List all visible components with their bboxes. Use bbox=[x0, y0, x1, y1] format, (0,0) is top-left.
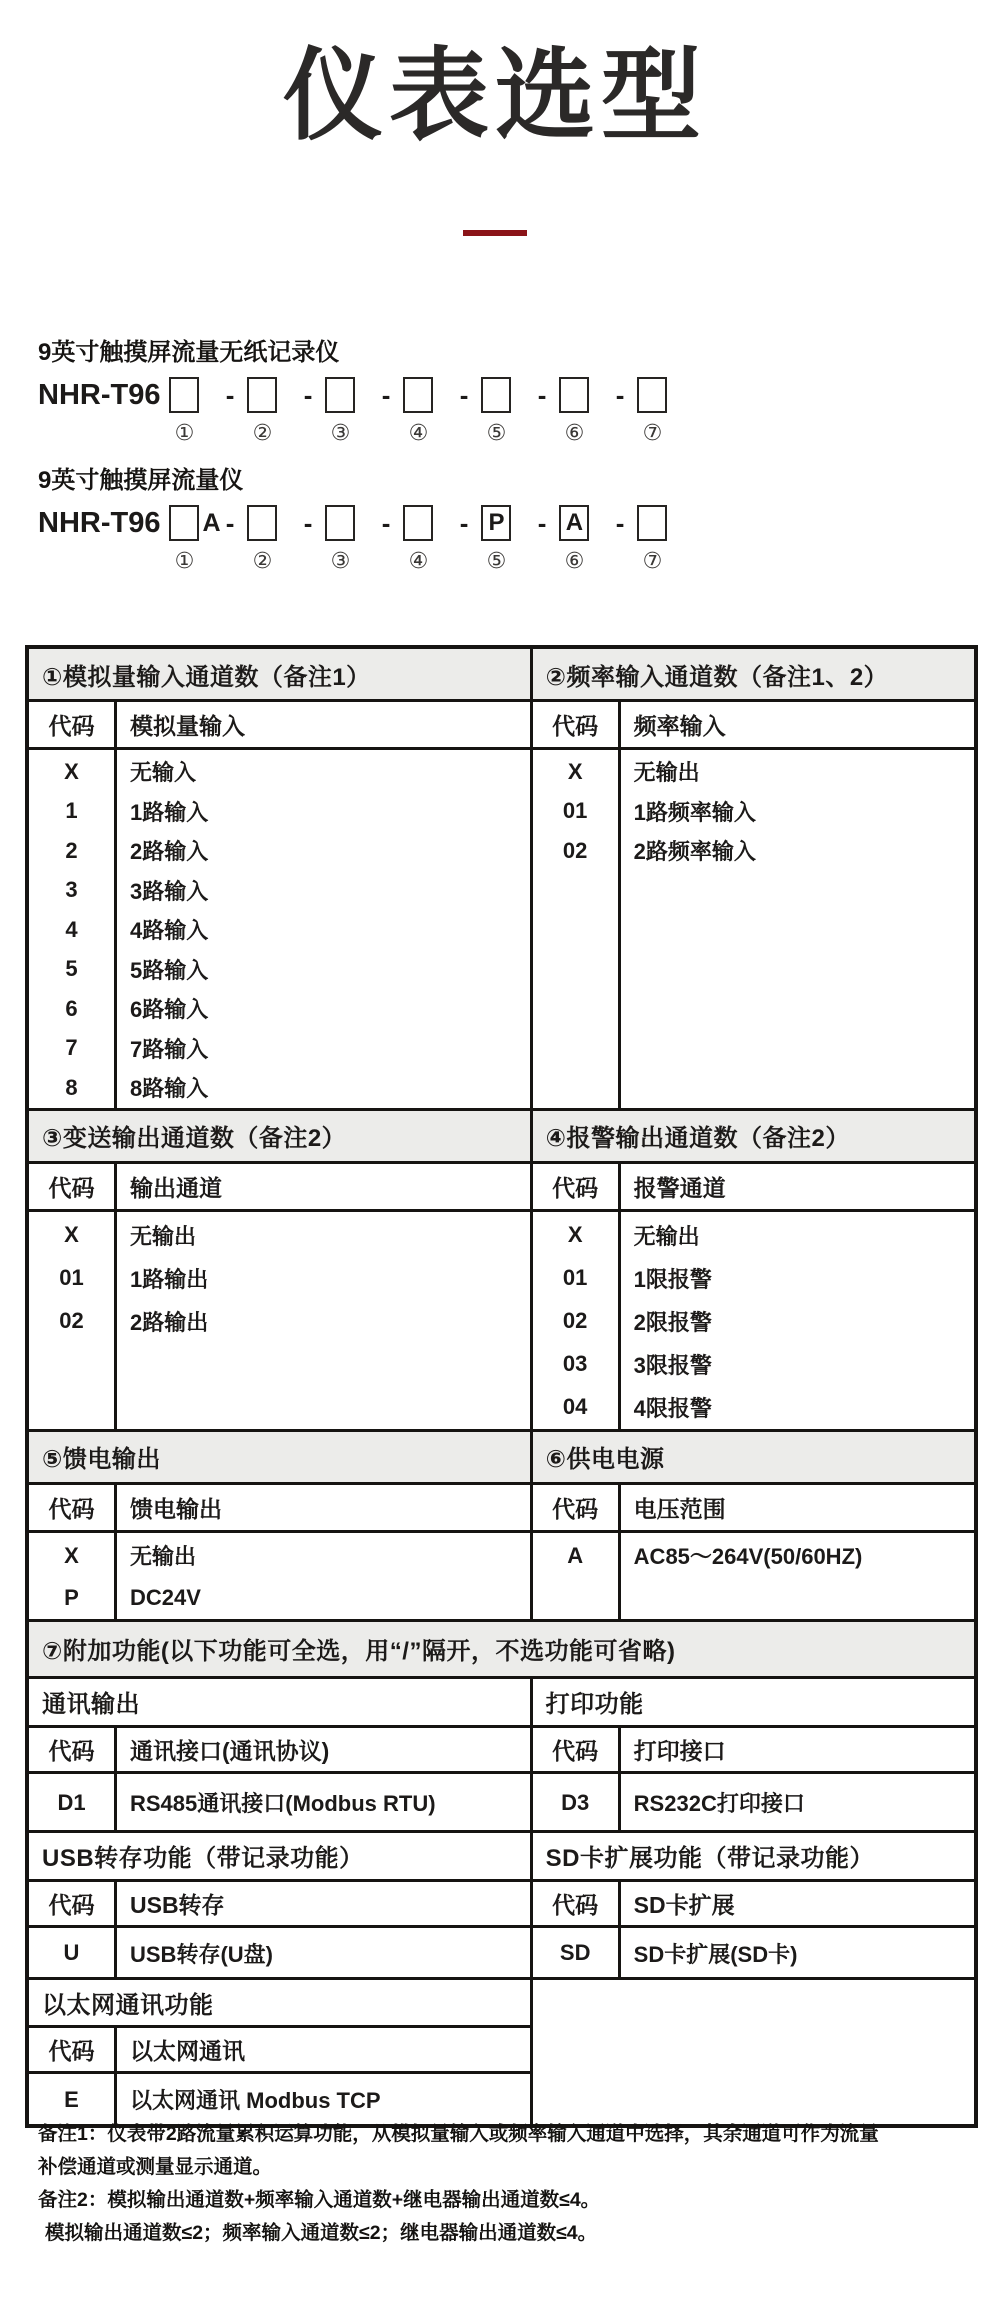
option-box bbox=[247, 505, 277, 541]
footnote-line: 备注1：仪表带2路流量累积运算功能，从模拟量输入或频率输入通道中选择，其余通道可作为流量 bbox=[38, 2123, 879, 2145]
table-section bbox=[29, 1833, 974, 1980]
model-slot bbox=[559, 377, 637, 446]
option-code: U bbox=[63, 1940, 80, 1965]
table-section bbox=[29, 1980, 974, 2124]
desc-column bbox=[117, 1212, 530, 1429]
empty-cell bbox=[533, 1980, 974, 2124]
section-title: ①模拟量输入通道数（备注1） bbox=[29, 649, 530, 702]
model-slot bbox=[481, 505, 559, 574]
option-box bbox=[325, 505, 355, 541]
option-description: 7路输入 bbox=[130, 1036, 209, 1062]
position-circle: ② bbox=[252, 420, 273, 445]
section-title: ⑦附加功能(以下功能可全选，用“/”隔开，不选功能可省略) bbox=[29, 1622, 974, 1676]
code-column bbox=[29, 1928, 117, 1977]
desc-column bbox=[621, 1212, 974, 1429]
dash-separator: - bbox=[303, 508, 313, 538]
position-circle: ⑥ bbox=[564, 548, 585, 573]
option-code: 4 bbox=[65, 916, 78, 942]
code-column-header: 代码 bbox=[29, 1882, 117, 1925]
model-slot bbox=[247, 505, 325, 574]
code-column bbox=[533, 1533, 621, 1619]
option-code: X bbox=[64, 758, 79, 784]
dash-separator: - bbox=[303, 380, 313, 410]
option-description: SD卡扩展(SD卡) bbox=[633, 1941, 798, 1967]
option-code: 01 bbox=[562, 798, 588, 824]
table-half bbox=[29, 1679, 533, 1830]
table-half bbox=[29, 1833, 533, 1977]
table-section bbox=[29, 649, 974, 1111]
model-slot-top bbox=[481, 505, 559, 541]
position-circle: ① bbox=[174, 420, 195, 445]
dash-separator: - bbox=[459, 380, 469, 410]
option-box bbox=[325, 377, 355, 413]
table-half bbox=[533, 649, 974, 1108]
desc-column bbox=[621, 1533, 974, 1619]
column-header-row bbox=[29, 1728, 530, 1774]
desc-column bbox=[117, 1928, 530, 1977]
code-column bbox=[29, 1212, 117, 1429]
option-description: 3限报警 bbox=[633, 1352, 712, 1378]
model-number-line bbox=[38, 377, 990, 446]
dash-separator: - bbox=[537, 380, 547, 410]
model-slot-top bbox=[403, 377, 481, 413]
section-title: ⑤馈电输出 bbox=[29, 1432, 530, 1485]
column-header-row bbox=[29, 702, 530, 750]
model-slot bbox=[559, 505, 637, 574]
dash-separator: - bbox=[225, 508, 235, 538]
option-code: 2 bbox=[65, 837, 78, 863]
option-description: 2路频率输入 bbox=[633, 839, 756, 865]
dash-separator: - bbox=[381, 380, 391, 410]
page-title: 仪表选型 bbox=[283, 40, 707, 152]
code-column-header: 代码 bbox=[533, 1728, 621, 1771]
model-series-label: 9英寸触摸屏流量无纸记录仪 bbox=[38, 339, 340, 366]
option-description: 6路输入 bbox=[130, 997, 209, 1023]
code-column-header: 代码 bbox=[29, 1485, 117, 1530]
dash-separator: - bbox=[381, 508, 391, 538]
dash-separator: - bbox=[615, 508, 625, 538]
table-half bbox=[29, 1980, 533, 2124]
option-description: 2限报警 bbox=[633, 1309, 712, 1335]
model-slot-top bbox=[637, 377, 671, 413]
code-column bbox=[533, 1212, 621, 1429]
model-slot-top bbox=[481, 377, 559, 413]
desc-column bbox=[621, 1928, 974, 1977]
footnote-line: 备注2：模拟输出通道数+频率输入通道数+继电器输出通道数≤4。 bbox=[38, 2189, 601, 2211]
section-title: ④报警输出通道数（备注2） bbox=[533, 1111, 974, 1164]
model-slot bbox=[325, 377, 403, 446]
option-description: USB转存(U盘) bbox=[130, 1941, 273, 1967]
model-slot bbox=[247, 377, 325, 446]
desc-column bbox=[621, 750, 974, 1108]
column-header-row bbox=[29, 1164, 530, 1212]
footnote-line: 补偿通道或测量显示通道。 bbox=[38, 2156, 273, 2178]
model-slot-top bbox=[247, 377, 325, 413]
code-column-header: 代码 bbox=[29, 1728, 117, 1771]
option-box bbox=[169, 505, 199, 541]
dash-separator: - bbox=[615, 380, 625, 410]
option-code: E bbox=[64, 2086, 79, 2112]
column-header-row bbox=[533, 702, 974, 750]
code-column-header: 代码 bbox=[533, 1882, 621, 1925]
option-code: X bbox=[567, 758, 583, 784]
position-circle: ⑤ bbox=[486, 548, 507, 573]
desc-column bbox=[117, 1774, 530, 1830]
code-column-header: 代码 bbox=[29, 2028, 117, 2071]
code-column bbox=[29, 1774, 117, 1830]
option-description: 3路输入 bbox=[130, 878, 209, 904]
option-code: SD bbox=[559, 1940, 591, 1965]
model-slot bbox=[325, 505, 403, 574]
desc-column-header: 模拟量输入 bbox=[130, 713, 245, 739]
title-accent-divider bbox=[463, 230, 527, 236]
option-code: 04 bbox=[562, 1394, 588, 1419]
option-code: 03 bbox=[562, 1351, 588, 1376]
position-circle: ④ bbox=[408, 420, 429, 445]
option-code: 02 bbox=[562, 837, 588, 863]
table-half bbox=[533, 1679, 974, 1830]
option-description: 2路输出 bbox=[130, 1309, 209, 1335]
model-prefix: NHR-T96 bbox=[38, 379, 161, 411]
option-box bbox=[247, 377, 277, 413]
option-list bbox=[533, 1212, 974, 1429]
desc-column bbox=[621, 1774, 974, 1830]
option-code: 02 bbox=[59, 1308, 84, 1333]
code-column-header: 代码 bbox=[533, 1485, 621, 1530]
option-list bbox=[533, 750, 974, 1108]
desc-column bbox=[117, 750, 530, 1108]
model-number-diagrams bbox=[38, 332, 990, 574]
option-box bbox=[637, 377, 667, 413]
column-header-row bbox=[533, 1485, 974, 1533]
position-circle: ⑤ bbox=[486, 420, 507, 445]
desc-column-header: 馈电输出 bbox=[130, 1495, 222, 1522]
option-code: A bbox=[567, 1542, 584, 1568]
option-code: 1 bbox=[65, 798, 78, 824]
desc-column bbox=[117, 2074, 530, 2124]
option-description: 1路频率输入 bbox=[633, 799, 756, 825]
option-code: 3 bbox=[65, 877, 78, 903]
option-description: 以太网通讯 Modbus TCP bbox=[130, 2088, 381, 2113]
column-header-row bbox=[29, 1485, 530, 1533]
code-column-header: 代码 bbox=[29, 1164, 117, 1209]
column-header-row bbox=[29, 2028, 530, 2074]
option-code: 7 bbox=[65, 1035, 78, 1061]
option-list bbox=[29, 2074, 530, 2124]
selection-table bbox=[25, 645, 978, 2128]
option-description: RS232C打印接口 bbox=[633, 1791, 805, 1816]
column-header-row bbox=[533, 1728, 974, 1774]
option-description: 无输出 bbox=[130, 1544, 197, 1569]
option-code: X bbox=[64, 1222, 79, 1247]
position-circle: ② bbox=[252, 548, 273, 573]
table-half bbox=[29, 649, 533, 1108]
position-circle: ⑦ bbox=[642, 548, 663, 573]
footnotes bbox=[38, 2118, 958, 2250]
code-column bbox=[533, 1774, 621, 1830]
option-box bbox=[403, 377, 433, 413]
position-circle: ④ bbox=[408, 548, 429, 573]
desc-column-header: 电压范围 bbox=[633, 1495, 726, 1522]
position-circle: ③ bbox=[330, 420, 351, 445]
desc-column-header: SD卡扩展 bbox=[633, 1891, 735, 1918]
option-description: 4限报警 bbox=[633, 1395, 712, 1421]
code-column-header: 代码 bbox=[533, 1164, 621, 1209]
model-slot-top bbox=[559, 505, 637, 541]
section-title: ⑥供电电源 bbox=[533, 1432, 974, 1485]
dash-separator: - bbox=[459, 508, 469, 538]
option-description: 5路输入 bbox=[130, 957, 209, 983]
position-circle: ⑦ bbox=[642, 420, 663, 445]
code-column bbox=[29, 1533, 117, 1619]
model-slot bbox=[403, 505, 481, 574]
option-description: 无输出 bbox=[633, 1223, 700, 1249]
desc-column-header: 通讯接口(通讯协议) bbox=[130, 1737, 330, 1764]
dash-separator: - bbox=[225, 380, 235, 410]
model-slot bbox=[637, 505, 671, 574]
desc-column-header: USB转存 bbox=[130, 1891, 225, 1918]
section-title: 以太网通讯功能 bbox=[29, 1980, 530, 2028]
option-code: D1 bbox=[57, 1789, 86, 1815]
desc-column-header: 输出通道 bbox=[130, 1174, 222, 1201]
section-title: ②频率输入通道数（备注1、2） bbox=[533, 649, 974, 702]
option-box: A bbox=[559, 505, 589, 541]
option-code: 01 bbox=[562, 1265, 588, 1290]
code-column bbox=[533, 1928, 621, 1977]
code-column bbox=[29, 750, 117, 1108]
option-description: DC24V bbox=[130, 1584, 201, 1610]
position-circle: ① bbox=[174, 548, 195, 573]
option-list bbox=[29, 1212, 530, 1429]
model-slot-top bbox=[637, 505, 671, 541]
option-list bbox=[533, 1928, 974, 1977]
table-section bbox=[29, 1622, 974, 1679]
option-description: 1路输入 bbox=[130, 799, 209, 825]
option-list bbox=[29, 1774, 530, 1830]
model-slot-top bbox=[247, 505, 325, 541]
option-description: AC85～264V(50/60HZ) bbox=[633, 1544, 863, 1569]
option-code: X bbox=[567, 1222, 583, 1247]
model-series-label: 9英寸触摸屏流量仪 bbox=[38, 467, 244, 494]
option-description: 无输出 bbox=[130, 1223, 197, 1249]
option-description: 8路输入 bbox=[130, 1076, 209, 1102]
code-column-header: 代码 bbox=[533, 702, 621, 747]
option-description: 2路输入 bbox=[130, 839, 209, 865]
option-description: 无输出 bbox=[633, 760, 700, 786]
model-slot bbox=[169, 377, 247, 446]
option-description: RS485通讯接口(Modbus RTU) bbox=[130, 1791, 436, 1816]
desc-column-header: 频率输入 bbox=[633, 713, 726, 739]
option-box bbox=[169, 377, 199, 413]
option-list bbox=[29, 1533, 530, 1619]
model-slot-top bbox=[403, 505, 481, 541]
code-column bbox=[29, 2074, 117, 2124]
section-title: SD卡扩展功能（带记录功能） bbox=[533, 1833, 974, 1882]
option-code: 01 bbox=[59, 1265, 84, 1290]
model-slot bbox=[169, 505, 247, 574]
option-description: 4路输入 bbox=[130, 918, 209, 944]
table-half bbox=[29, 1432, 533, 1619]
code-column-header: 代码 bbox=[29, 702, 117, 747]
option-box: P bbox=[481, 505, 511, 541]
option-box bbox=[481, 377, 511, 413]
model-slot-top bbox=[559, 377, 637, 413]
table-half bbox=[533, 1432, 974, 1619]
desc-column bbox=[117, 1533, 530, 1619]
section-title: 打印功能 bbox=[533, 1679, 974, 1728]
option-code: X bbox=[64, 1542, 79, 1568]
model-slot bbox=[481, 377, 559, 446]
option-description: 1路输出 bbox=[130, 1266, 209, 1292]
model-slot bbox=[637, 377, 671, 446]
option-list bbox=[29, 750, 530, 1108]
column-header-row bbox=[29, 1882, 530, 1928]
option-list bbox=[533, 1533, 974, 1619]
option-description: 无输入 bbox=[130, 760, 197, 786]
option-code: 5 bbox=[65, 956, 78, 982]
model-slot-top bbox=[169, 505, 247, 541]
model-slot bbox=[403, 377, 481, 446]
model-number-line bbox=[38, 505, 990, 574]
section-title: ③变送输出通道数（备注2） bbox=[29, 1111, 530, 1164]
code-column bbox=[533, 750, 621, 1108]
option-box bbox=[559, 377, 589, 413]
option-box bbox=[637, 505, 667, 541]
table-section bbox=[29, 1679, 974, 1833]
dash-separator: - bbox=[537, 508, 547, 538]
desc-column-header: 以太网通讯 bbox=[130, 2037, 245, 2064]
option-list bbox=[29, 1928, 530, 1977]
model-slot-top bbox=[325, 377, 403, 413]
model-slot-top bbox=[169, 377, 247, 413]
model-slot-top bbox=[325, 505, 403, 541]
option-list bbox=[533, 1774, 974, 1830]
position-circle: ③ bbox=[330, 548, 351, 573]
option-code: P bbox=[64, 1584, 79, 1610]
option-code: 8 bbox=[65, 1074, 78, 1100]
table-half bbox=[533, 1111, 974, 1429]
option-code: 02 bbox=[562, 1308, 588, 1333]
desc-column-header: 打印接口 bbox=[633, 1737, 726, 1764]
option-code: D3 bbox=[561, 1789, 590, 1815]
table-section bbox=[29, 1111, 974, 1432]
column-header-row bbox=[533, 1882, 974, 1928]
section-title: 通讯输出 bbox=[29, 1679, 530, 1728]
fixed-code-letter: A bbox=[202, 508, 221, 537]
table-section bbox=[29, 1432, 974, 1622]
option-box bbox=[403, 505, 433, 541]
table-half bbox=[29, 1111, 533, 1429]
column-header-row bbox=[533, 1164, 974, 1212]
footnote-line: 模拟输出通道数≤2；频率输入通道数≤2；继电器输出通道数≤4。 bbox=[45, 2222, 598, 2244]
desc-column-header: 报警通道 bbox=[633, 1174, 726, 1201]
option-code: 6 bbox=[65, 995, 78, 1021]
model-prefix: NHR-T96 bbox=[38, 507, 161, 539]
section-title: USB转存功能（带记录功能） bbox=[29, 1833, 530, 1882]
position-circle: ⑥ bbox=[564, 420, 585, 445]
table-half bbox=[533, 1833, 974, 1977]
option-description: 1限报警 bbox=[633, 1266, 712, 1292]
